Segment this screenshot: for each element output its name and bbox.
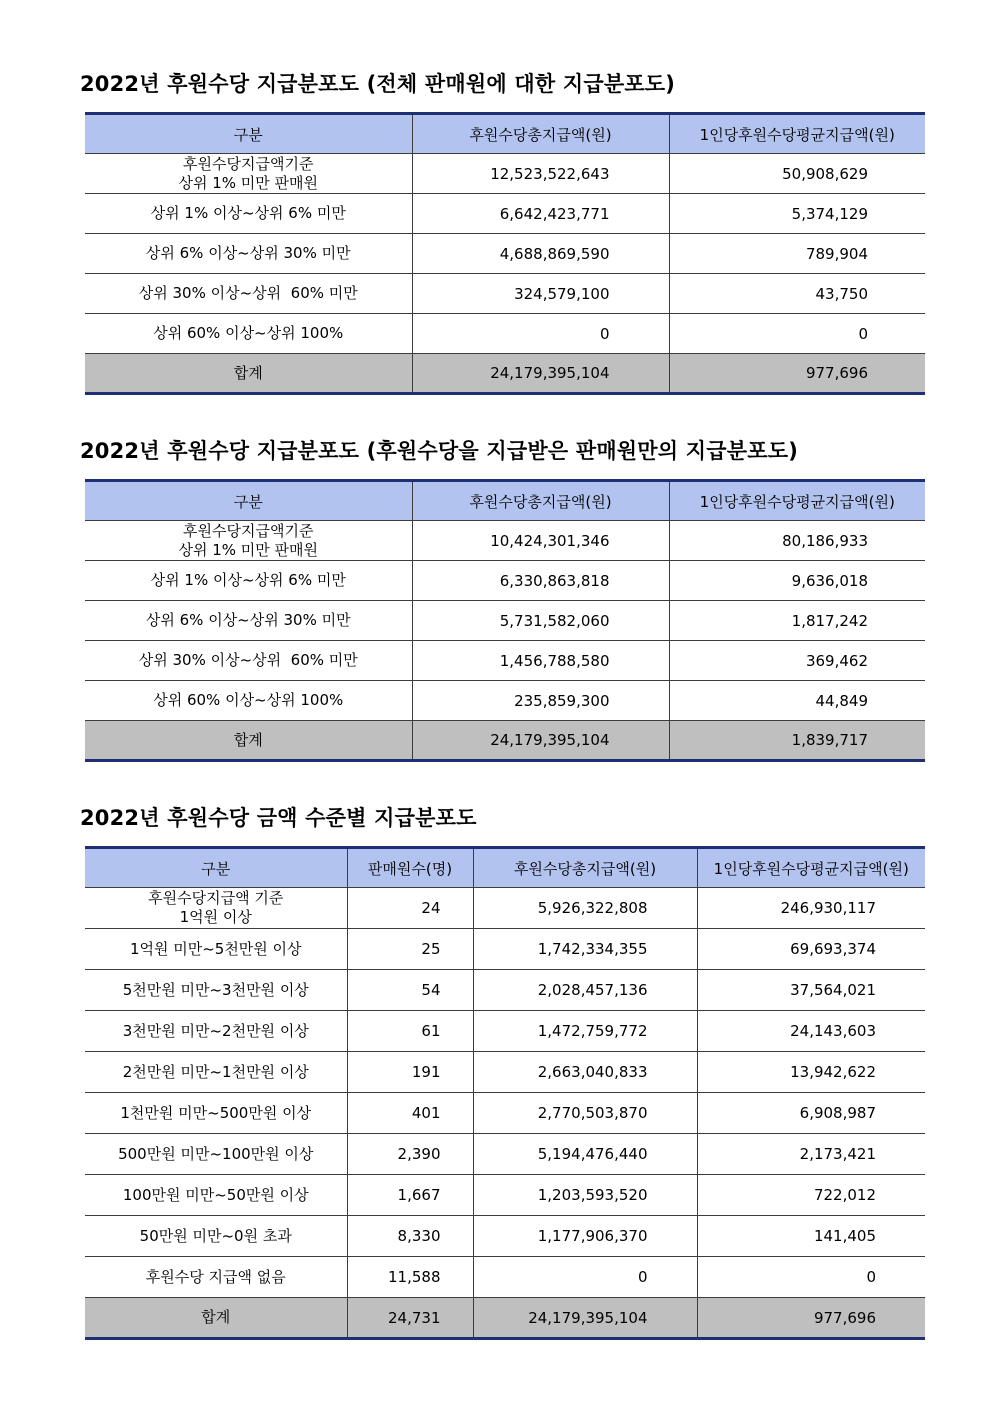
row-total-payment: 1,456,788,580 — [412, 641, 669, 681]
header-seller-count: 판매원수(명) — [347, 848, 473, 888]
row-category: 상위 6% 이상~상위 30% 미만 — [85, 234, 412, 274]
distribution-table-by-amount — [85, 846, 925, 1340]
row-category: 상위 30% 이상~상위 60% 미만 — [85, 274, 412, 314]
row-category: 3천만원 미만~2천만원 이상 — [85, 1011, 347, 1052]
row-seller-count: 2,390 — [347, 1134, 473, 1175]
row-average-payment: 5,374,129 — [669, 194, 925, 234]
table-row — [85, 1175, 925, 1216]
row-average-payment: 6,908,987 — [697, 1093, 925, 1134]
row-category — [85, 888, 347, 929]
total-average-payment: 977,696 — [669, 354, 925, 394]
row-category: 상위 1% 이상~상위 6% 미만 — [85, 561, 412, 601]
table-row — [85, 154, 925, 194]
row-average-payment: 80,186,933 — [669, 521, 925, 561]
total-label: 합계 — [85, 721, 412, 761]
row-category: 상위 1% 이상~상위 6% 미만 — [85, 194, 412, 234]
row-total-payment: 6,330,863,818 — [412, 561, 669, 601]
row-category: 50만원 미만~0원 초과 — [85, 1216, 347, 1257]
row-average-payment: 0 — [697, 1257, 925, 1298]
table-row — [85, 1093, 925, 1134]
row-average-payment: 789,904 — [669, 234, 925, 274]
row-category-line2: 1억원 이상 — [179, 908, 252, 926]
row-seller-count: 54 — [347, 970, 473, 1011]
row-category: 상위 6% 이상~상위 30% 미만 — [85, 601, 412, 641]
row-average-payment: 44,849 — [669, 681, 925, 721]
table-row — [85, 521, 925, 561]
row-average-payment: 0 — [669, 314, 925, 354]
row-total-payment: 2,028,457,136 — [473, 970, 697, 1011]
row-category: 후원수당 지급액 없음 — [85, 1257, 347, 1298]
total-label: 합계 — [85, 354, 412, 394]
table-header-row — [85, 848, 925, 888]
section3-title: 2022년 후원수당 금액 수준별 지급분포도 — [80, 806, 477, 830]
row-total-payment: 1,203,593,520 — [473, 1175, 697, 1216]
row-total-payment: 6,642,423,771 — [412, 194, 669, 234]
row-total-payment: 5,926,322,808 — [473, 888, 697, 929]
row-average-payment: 1,817,242 — [669, 601, 925, 641]
row-total-payment: 324,579,100 — [412, 274, 669, 314]
table-row — [85, 1011, 925, 1052]
row-total-payment: 4,688,869,590 — [412, 234, 669, 274]
table-row — [85, 1216, 925, 1257]
table-header-row — [85, 114, 925, 154]
row-category: 2천만원 미만~1천만원 이상 — [85, 1052, 347, 1093]
total-row — [85, 1298, 925, 1339]
row-total-payment: 2,663,040,833 — [473, 1052, 697, 1093]
total-row — [85, 354, 925, 394]
table-row — [85, 194, 925, 234]
header-total-payment: 후원수당총지급액(원) — [412, 481, 669, 521]
total-label: 합계 — [85, 1298, 347, 1339]
row-seller-count: 24 — [347, 888, 473, 929]
row-seller-count: 61 — [347, 1011, 473, 1052]
row-category: 상위 60% 이상~상위 100% — [85, 681, 412, 721]
header-category: 구분 — [85, 114, 412, 154]
table-row — [85, 1052, 925, 1093]
row-average-payment: 246,930,117 — [697, 888, 925, 929]
table-row — [85, 970, 925, 1011]
row-total-payment: 1,472,759,772 — [473, 1011, 697, 1052]
table-row — [85, 681, 925, 721]
row-category: 100만원 미만~50만원 이상 — [85, 1175, 347, 1216]
row-category: 500만원 미만~100만원 이상 — [85, 1134, 347, 1175]
row-total-payment: 0 — [412, 314, 669, 354]
row-average-payment: 43,750 — [669, 274, 925, 314]
row-category-line1: 후원수당지급액기준 — [183, 154, 314, 173]
row-category: 1억원 미만~5천만원 이상 — [85, 929, 347, 970]
row-category-line1: 후원수당지급액기준 — [183, 521, 314, 540]
table-row — [85, 641, 925, 681]
total-seller-count: 24,731 — [347, 1298, 473, 1339]
row-average-payment: 69,693,374 — [697, 929, 925, 970]
distribution-table-all-sellers — [85, 112, 925, 395]
row-average-payment: 9,636,018 — [669, 561, 925, 601]
header-category: 구분 — [85, 848, 347, 888]
total-payment-sum: 24,179,395,104 — [412, 354, 669, 394]
row-total-payment: 5,194,476,440 — [473, 1134, 697, 1175]
total-average-payment: 1,839,717 — [669, 721, 925, 761]
header-total-payment: 후원수당총지급액(원) — [412, 114, 669, 154]
row-seller-count: 25 — [347, 929, 473, 970]
total-payment-sum: 24,179,395,104 — [473, 1298, 697, 1339]
table-row — [85, 561, 925, 601]
row-average-payment: 50,908,629 — [669, 154, 925, 194]
row-average-payment: 722,012 — [697, 1175, 925, 1216]
row-category — [85, 154, 412, 194]
table-row — [85, 234, 925, 274]
row-average-payment: 13,942,622 — [697, 1052, 925, 1093]
row-total-payment: 1,177,906,370 — [473, 1216, 697, 1257]
section2-title: 2022년 후원수당 지급분포도 (후원수당을 지급받은 판매원만의 지급분포도) — [80, 439, 799, 463]
row-category — [85, 521, 412, 561]
row-seller-count: 8,330 — [347, 1216, 473, 1257]
header-average-payment: 1인당후원수당평균지급액(원) — [697, 848, 925, 888]
row-average-payment: 24,143,603 — [697, 1011, 925, 1052]
table-row — [85, 274, 925, 314]
table-row — [85, 888, 925, 929]
table-row — [85, 314, 925, 354]
row-category: 상위 60% 이상~상위 100% — [85, 314, 412, 354]
table-row — [85, 1134, 925, 1175]
row-total-payment: 1,742,334,355 — [473, 929, 697, 970]
header-average-payment: 1인당후원수당평균지급액(원) — [669, 481, 925, 521]
row-average-payment: 2,173,421 — [697, 1134, 925, 1175]
row-average-payment: 369,462 — [669, 641, 925, 681]
table-row — [85, 1257, 925, 1298]
row-seller-count: 1,667 — [347, 1175, 473, 1216]
row-total-payment: 10,424,301,346 — [412, 521, 669, 561]
section1-title: 2022년 후원수당 지급분포도 (전체 판매원에 대한 지급분포도) — [80, 72, 676, 96]
row-total-payment: 2,770,503,870 — [473, 1093, 697, 1134]
row-average-payment: 37,564,021 — [697, 970, 925, 1011]
header-category: 구분 — [85, 481, 412, 521]
row-seller-count: 401 — [347, 1093, 473, 1134]
row-seller-count: 11,588 — [347, 1257, 473, 1298]
table-row — [85, 929, 925, 970]
table-header-row — [85, 481, 925, 521]
row-category-line2: 상위 1% 미만 판매원 — [178, 173, 319, 192]
row-category-line1: 후원수당지급액 기준 — [148, 889, 284, 907]
row-average-payment: 141,405 — [697, 1216, 925, 1257]
row-category: 상위 30% 이상~상위 60% 미만 — [85, 641, 412, 681]
total-row — [85, 721, 925, 761]
row-category: 5천만원 미만~3천만원 이상 — [85, 970, 347, 1011]
header-total-payment: 후원수당총지급액(원) — [473, 848, 697, 888]
row-seller-count: 191 — [347, 1052, 473, 1093]
table-row — [85, 601, 925, 641]
header-average-payment: 1인당후원수당평균지급액(원) — [669, 114, 925, 154]
row-total-payment: 0 — [473, 1257, 697, 1298]
total-average-payment: 977,696 — [697, 1298, 925, 1339]
row-total-payment: 235,859,300 — [412, 681, 669, 721]
row-total-payment: 5,731,582,060 — [412, 601, 669, 641]
distribution-table-paid-sellers — [85, 479, 925, 762]
row-category: 1천만원 미만~500만원 이상 — [85, 1093, 347, 1134]
total-payment-sum: 24,179,395,104 — [412, 721, 669, 761]
row-category-line2: 상위 1% 미만 판매원 — [178, 540, 319, 559]
row-total-payment: 12,523,522,643 — [412, 154, 669, 194]
